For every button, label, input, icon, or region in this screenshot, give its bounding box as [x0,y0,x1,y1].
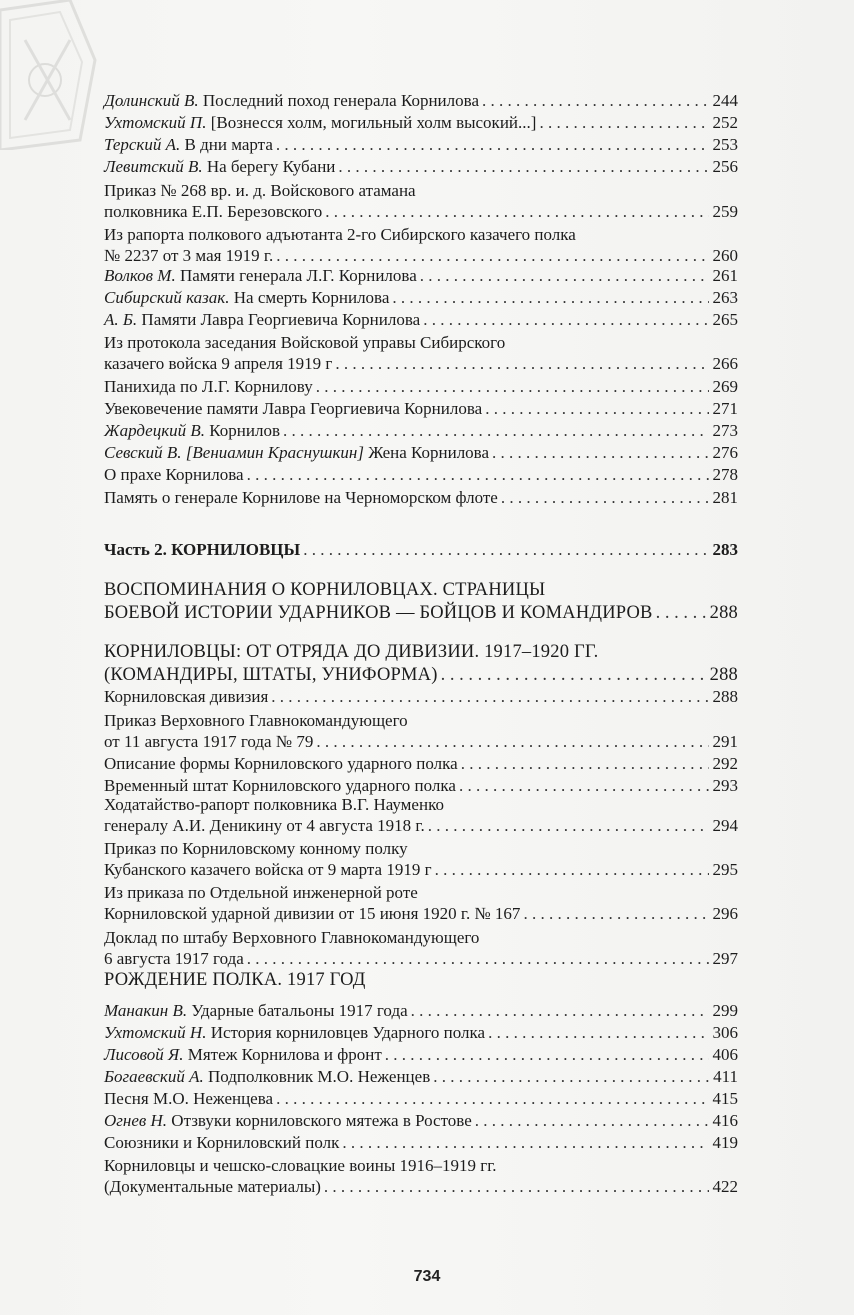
leader-dots [316,731,709,752]
toc-entry [104,90,738,111]
leader-dots [247,464,709,485]
toc-page-number: 256 [712,157,738,176]
toc-entry [104,265,738,286]
toc-title: Ударные батальоны 1917 года [191,1001,408,1020]
toc-page-number: 278 [712,465,738,484]
leader-dots [459,775,709,796]
toc-title: БОЕВОЙ ИСТОРИИ УДАРНИКОВ — БОЙЦОВ И КОМАНДИРОВ [104,603,653,623]
leader-dots [488,1022,709,1043]
toc-title: ВОСПОМИНАНИЯ О КОРНИЛОВЦАХ. СТРАНИЦЫ [104,580,546,600]
leader-dots [461,753,709,774]
toc-page-number: 244 [712,91,738,110]
leader-dots [485,398,709,419]
leader-dots [316,376,709,397]
toc-title: История корниловцев Ударного полка [210,1023,486,1042]
toc-entry [104,224,738,266]
toc-page-number: 273 [712,421,738,440]
toc-entry [104,287,738,308]
toc-title: Из рапорта полкового адъютанта 2-го Сибирского казачего полка [104,225,576,244]
leader-dots [338,156,709,177]
toc-title: Песня М.О. Неженцева [104,1089,274,1108]
toc-page-number: 296 [712,904,738,923]
toc-title: Из протокола заседания Войсковой управы Сибирского [104,333,506,352]
toc-title: КОРНИЛОВЦЫ: ОТ ОТРЯДА ДО ДИВИЗИИ. 1917–1920 ГГ. [104,642,599,662]
toc-title: Часть 2. КОРНИЛОВЦЫ [104,540,301,559]
leader-dots [411,1000,709,1021]
toc-title: № 2237 от 3 мая 1919 г. [104,246,274,265]
toc-title: казачего войска 9 апреля 1919 г [104,354,333,373]
toc-entry [104,464,738,485]
toc-entry [104,1066,738,1087]
leader-dots [523,903,709,924]
leader-dots [276,245,709,266]
toc-page-number: 411 [713,1067,738,1086]
toc-entry [104,710,738,752]
toc-entry [104,442,738,463]
toc-entry [104,794,738,836]
toc-author: Севский В. [Вениамин Краснушкин] [104,443,364,462]
leader-dots [342,1132,709,1153]
leader-dots [441,664,707,687]
toc-page-number: 260 [712,246,738,265]
toc-entry [104,134,738,155]
leader-dots [539,112,709,133]
leader-dots [325,201,709,222]
toc-entry [104,112,738,133]
leader-dots [428,815,709,836]
toc-page-number: 416 [712,1111,738,1130]
toc-title: О прахе Корнилова [104,465,244,484]
toc-title: Ходатайство-рапорт полковника В.Г. Науменко [104,795,444,814]
toc-page-number: 297 [712,949,738,968]
toc-author: А. Б. [104,310,138,329]
toc-page-number: 415 [712,1089,738,1108]
toc-page-number: 422 [712,1177,738,1196]
toc-author: Левитский В. [104,157,203,176]
leader-dots [482,90,709,111]
leader-dots [475,1110,709,1131]
toc-title: Доклад по штабу Верховного Главнокомандующего [104,928,480,947]
toc-title: Увековечение памяти Лавра Георгиевича Корнилова [104,399,483,418]
toc-author: Волков М. [104,266,176,285]
leader-dots [335,353,709,374]
toc-entry [104,487,738,508]
leader-dots [492,442,709,463]
toc-title: На берегу Кубани [206,157,336,176]
toc-page-number: 299 [712,1001,738,1020]
toc-title: Памяти генерала Л.Г. Корнилова [179,266,417,285]
leader-dots [433,1066,709,1087]
toc-title: РОЖДЕНИЕ ПОЛКА. 1917 ГОД [104,970,366,990]
toc-page-number: 288 [709,603,738,623]
toc-entry [104,969,738,992]
toc-title: [Вознесся холм, могильный холм высокий...] [210,113,537,132]
toc-page-number: 253 [712,135,738,154]
toc-page-number: 276 [712,443,738,462]
toc-author: Манакин В. [104,1001,188,1020]
toc-title: полковника Е.П. Березовского [104,202,323,221]
toc-entry [104,579,738,625]
toc-entry [104,1044,738,1065]
toc-page-number: 266 [712,354,738,373]
toc-title: Описание формы Корниловского ударного полка [104,754,458,773]
toc-title: Корниловцы и чешско-словацкие воины 1916–1919 гг. [104,1156,497,1175]
toc-title: Союзники и Корниловский полк [104,1133,340,1152]
toc-entry [104,1110,738,1131]
leader-dots [283,420,709,441]
toc-entry [104,1155,738,1197]
toc-author: Сибирский казак. [104,288,230,307]
toc-title: Панихида по Л.Г. Корнилову [104,377,313,396]
kornilov-emblem-watermark-icon [0,0,100,150]
toc-page-number: 419 [712,1133,738,1152]
leader-dots [276,134,709,155]
toc-title: Мятеж Корнилова и фронт [187,1045,382,1064]
toc-entry [104,420,738,441]
toc-entry [104,309,738,330]
toc-author: Ухтомский Н. [104,1023,207,1042]
page-number: 734 [413,1268,441,1285]
leader-dots [271,686,709,707]
toc-author: Богаевский А. [104,1067,204,1086]
toc-author: Ухтомский П. [104,113,207,132]
toc-page-number: 263 [712,288,738,307]
toc-title: Приказ № 268 вр. и. д. Войскового атамана [104,181,416,200]
toc-title: от 11 августа 1917 года № 79 [104,732,314,751]
toc-author: Долинский В. [104,91,199,110]
leader-dots [303,539,709,560]
toc-page-number: 294 [712,816,738,835]
toc-title: (Документальные материалы) [104,1177,321,1196]
toc-entry [104,180,738,222]
toc-entry [104,156,738,177]
toc-page-number: 288 [712,687,738,706]
toc-title: Приказ по Корниловскому конному полку [104,839,408,858]
toc-entry [104,539,738,560]
toc-page-number: 269 [712,377,738,396]
toc-entry [104,927,738,969]
toc-title: Памяти Лавра Георгиевича Корнилова [141,310,421,329]
toc-page-number: 306 [712,1023,738,1042]
toc-page-number: 292 [712,754,738,773]
toc-title: Последний поход генерала Корнилова [202,91,479,110]
toc-page-number: 406 [712,1045,738,1064]
toc-title: 6 августа 1917 года [104,949,244,968]
toc-author: Жардецкий В. [104,421,206,440]
toc-entry [104,1022,738,1043]
leader-dots [392,287,709,308]
toc-title: Жена Корнилова [368,443,490,462]
toc-page-number: 295 [712,860,738,879]
toc-page-number: 291 [712,732,738,751]
toc-title: генералу А.И. Деникину от 4 августа 1918 г. [104,816,425,835]
leader-dots [501,487,709,508]
toc-page-number: 293 [712,776,738,795]
leader-dots [423,309,709,330]
toc-title: Корниловская дивизия [104,687,269,706]
toc-entry [104,1088,738,1109]
toc-entry [104,1000,738,1021]
toc-entry [104,775,738,796]
toc-entry [104,838,738,880]
toc-page-number: 259 [712,202,738,221]
toc-entry [104,398,738,419]
toc-title: Подполковник М.О. Неженцев [208,1067,431,1086]
toc-entry [104,882,738,924]
toc-title: (КОМАНДИРЫ, ШТАТЫ, УНИФОРМА) [104,665,438,685]
toc-entry [104,753,738,774]
toc-page-number: 265 [712,310,738,329]
toc-title: Кубанского казачего войска от 9 марта 1919 г [104,860,432,879]
leader-dots [324,1176,709,1197]
toc-title: Память о генерале Корнилове на Черноморском флоте [104,488,498,507]
toc-page-number: 281 [712,488,738,507]
leader-dots [385,1044,709,1065]
toc-title: Из приказа по Отдельной инженерной роте [104,883,418,902]
toc-entry [104,1132,738,1153]
toc-title: Корнилов [209,421,280,440]
leader-dots [420,265,709,286]
toc-entry [104,641,738,687]
toc-title: В дни марта [184,135,273,154]
toc-title: Временный штат Корниловского ударного полка [104,776,456,795]
toc-author: Огнев Н. [104,1111,168,1130]
toc-page-number: 288 [709,665,738,685]
toc-page-number: 283 [712,540,738,559]
toc-author: Лисовой Я. [104,1045,184,1064]
toc-page-number: 252 [712,113,738,132]
toc-entry [104,332,738,374]
leader-dots [247,948,709,969]
toc-page-number: 271 [712,399,738,418]
toc-title: На смерть Корнилова [233,288,390,307]
leader-dots [276,1088,709,1109]
leader-dots [435,859,709,880]
toc-page-number: 261 [712,266,738,285]
toc-entry [104,686,738,707]
toc-author: Терский А. [104,135,181,154]
toc-title: Корниловской ударной дивизии от 15 июня 1920 г. № 167 [104,904,521,923]
toc-entry [104,376,738,397]
toc-title: Приказ Верховного Главнокомандующего [104,711,408,730]
leader-dots [656,602,707,625]
toc-title: Отзвуки корниловского мятежа в Ростове [171,1111,472,1130]
